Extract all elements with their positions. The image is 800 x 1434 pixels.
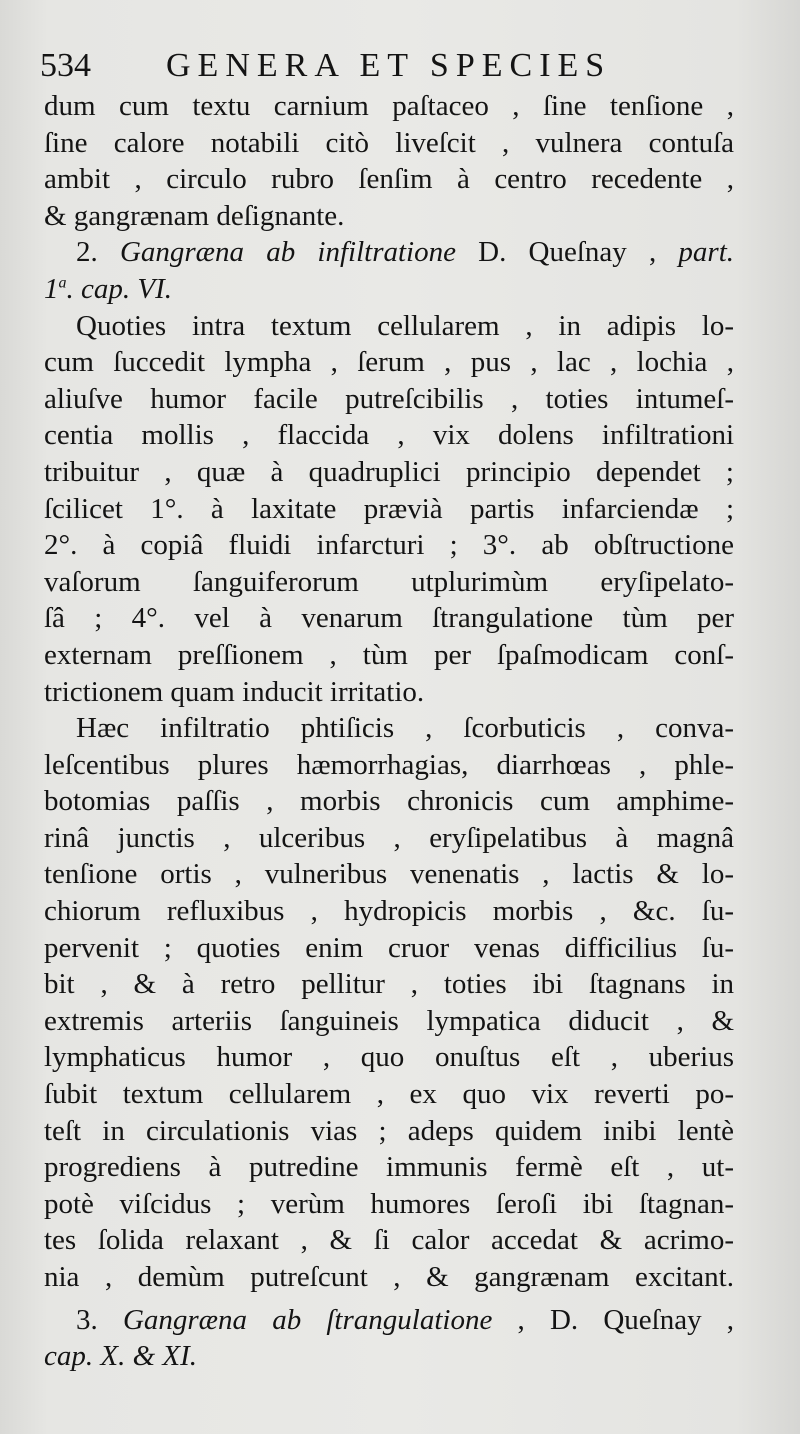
text-line xyxy=(44,1302,734,1339)
italic-span: cap. X. & XI. xyxy=(44,1340,198,1373)
text-line xyxy=(44,600,734,637)
italic-span: . cap. VI. xyxy=(66,272,172,305)
text-span: externam preſſionem , tùm per ſpaſmodicam conſ- xyxy=(44,638,734,671)
text-line xyxy=(44,783,734,820)
text-span: chiorum refluxibus , hydropicis morbis , &c. ſu- xyxy=(44,895,734,928)
text-line xyxy=(44,1113,734,1150)
text-span: rinâ junctis , ulceribus , eryſipelatibus à magnâ xyxy=(44,821,734,854)
text-line xyxy=(44,966,734,1003)
text-span: ſine calore notabili citò liveſcit , vulnera contuſa xyxy=(44,126,734,159)
text-span: Quoties intra textum cellularem , in adipis lo- xyxy=(76,309,734,342)
text-line xyxy=(44,1076,734,1113)
text-line xyxy=(44,454,734,491)
text-line xyxy=(44,856,734,893)
text-line xyxy=(44,88,734,125)
text-line xyxy=(44,344,734,381)
body-text xyxy=(44,88,734,1375)
text-span: pervenit ; quoties enim cruor venas difficilius ſu- xyxy=(44,931,734,964)
text-line xyxy=(44,893,734,930)
text-span: ſubit textum cellularem , ex quo vix reverti po- xyxy=(44,1078,734,1111)
text-line xyxy=(44,930,734,967)
text-line xyxy=(44,1259,734,1296)
text-line xyxy=(44,1222,734,1259)
text-span: botomias paſſis , morbis chronicis cum amphime- xyxy=(44,785,734,818)
text-line xyxy=(44,747,734,784)
text-line xyxy=(44,198,734,235)
text-span: 2°. à copiâ fluidi infarcturi ; 3°. ab obſtructione xyxy=(44,529,734,562)
text-span: D. Queſnay , xyxy=(455,236,679,269)
text-span: extremis arteriis ſanguineis lympatica diducit , & xyxy=(44,1004,734,1037)
text-span: dum cum textu carnium paſtaceo , ſine tenſione , xyxy=(44,90,734,122)
text-line xyxy=(44,1149,734,1186)
page-number: 534 xyxy=(40,47,91,84)
text-span: & gangrænam deſignante. xyxy=(44,199,345,232)
text-span: cum ſuccedit lympha , ſerum , pus , lac , lochia , xyxy=(44,346,734,379)
text-line xyxy=(44,381,734,418)
page-header xyxy=(40,44,760,88)
italic-span: part. xyxy=(678,236,735,269)
text-span: ſâ ; 4°. vel à venarum ſtrangulatione tùm per xyxy=(44,602,734,635)
text-span: centia mollis , flaccida , vix dolens infiltrationi xyxy=(44,419,734,452)
text-span: tenſione ortis , vulneribus venenatis , lactis & lo- xyxy=(44,858,734,891)
text-line xyxy=(44,161,734,198)
text-line xyxy=(44,125,734,162)
text-span: progrediens à putredine immunis fermè eſt , ut- xyxy=(44,1151,734,1184)
italic-span: Gangræna ab infiltratione xyxy=(119,236,456,269)
text-span: leſcentibus plures hæmorrhagias, diarrhœas , phle- xyxy=(44,748,734,781)
text-line xyxy=(44,271,734,308)
italic-span: a xyxy=(58,274,67,292)
text-span: lymphaticus humor , quo onuſtus eſt , uberius xyxy=(44,1041,734,1074)
text-span: ambit , circulo rubro ſenſim à centro recedente , xyxy=(44,163,734,196)
text-line xyxy=(44,1003,734,1040)
text-line xyxy=(44,564,734,601)
text-span: Hæc infiltratio phtiſicis , ſcorbuticis , conva- xyxy=(76,712,734,745)
text-span: teſt in circulationis vias ; adeps quidem inibi lentè xyxy=(44,1114,734,1147)
text-span: vaſorum ſanguiferorum utplurimùm eryſipelato- xyxy=(44,565,734,598)
text-line xyxy=(44,491,734,528)
running-head: GENERA ET SPECIES xyxy=(166,47,612,84)
text-line xyxy=(44,527,734,564)
text-span: 3. xyxy=(76,1303,123,1336)
text-line xyxy=(44,308,734,345)
text-line xyxy=(44,820,734,857)
text-line xyxy=(44,1039,734,1076)
text-line xyxy=(44,234,734,271)
text-span: ſcilicet 1°. à laxitate prævià partis infarciendæ ; xyxy=(44,492,734,525)
text-span: tes ſolida relaxant , & ſi calor accedat & acrimo- xyxy=(44,1224,734,1257)
text-span: , D. Queſnay , xyxy=(492,1303,735,1336)
text-line xyxy=(44,637,734,674)
text-line xyxy=(44,417,734,454)
text-line xyxy=(44,710,734,747)
text-line xyxy=(44,1338,734,1375)
text-span: tribuitur , quæ à quadruplici principio dependet ; xyxy=(44,455,734,488)
text-line xyxy=(44,674,734,711)
text-span: potè viſcidus ; verùm humores ſeroſi ibi ſtagnan- xyxy=(44,1187,734,1220)
italic-span: 1 xyxy=(44,272,59,305)
italic-span: Gangræna ab ſtrangulatione xyxy=(122,1303,493,1336)
text-span: trictionem quam inducit irritatio. xyxy=(44,675,425,708)
text-span: aliuſve humor facile putreſcibilis , toties intumeſ- xyxy=(44,382,734,415)
text-line xyxy=(44,1186,734,1223)
text-span: 2. xyxy=(76,236,120,269)
text-span: nia , demùm putreſcunt , & gangrænam excitant. xyxy=(44,1261,734,1293)
text-span: bit , & à retro pellitur , toties ibi ſtagnans in xyxy=(44,968,734,1001)
